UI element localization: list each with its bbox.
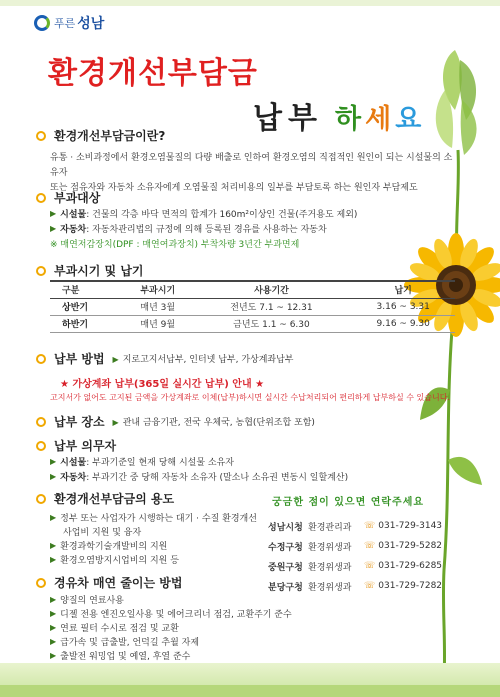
column-header: 구분 [50,281,124,298]
title-line1: 환경개선부담금 [48,56,258,91]
item-text: : 부과기준일 현재 당해 시설물 소유자 [86,458,234,468]
item-text: 급가속 및 급출발, 언덕길 추월 자제 [60,638,200,648]
table-cell: 전년도 7.1 ~ 12.31 [192,298,352,315]
section-title: 부과대상 [54,191,101,205]
section-diesel-heading [36,574,182,591]
triangle-bullet-icon: ▶ [50,595,57,604]
virtual-account-notice: ★ 가상계좌 납부(365일 실시간 납부) 안내 ★ [60,379,265,390]
title-char: 하 [335,104,366,135]
contact-office: 분당구청 [268,582,303,593]
ring-bullet-icon [36,131,46,141]
triangle-bullet-icon: ▶ [50,224,57,233]
brand-prefix: 푸른 [54,17,76,30]
bottom-band-dark [0,685,500,697]
section-title: 납부 방법 [54,352,105,366]
method-text: 지로고지서납부, 인터넷 납부, 가상계좌납부 [122,355,294,365]
usage-item [50,539,167,552]
item-text: 디젤 전용 엔진오일사용 및 에어크리너 점검, 교환주기 준수 [60,610,292,620]
contact-row [268,556,458,576]
diesel-item [50,593,124,606]
phone-icon: ☏ [364,521,376,531]
table-cell: 3.16 ~ 3.31 [351,298,455,315]
section-title: 환경개선부담금이란? [54,129,166,143]
triangle-bullet-icon: ▶ [112,418,119,427]
triangle-bullet-icon: ▶ [50,609,57,618]
section-intro-heading [36,127,165,144]
item-label: 시설물 [60,458,87,468]
ring-bullet-icon [36,494,46,504]
table-cell: 하반기 [50,315,124,332]
item-text: 환경오염방지시업비의 지원 등 [60,556,179,566]
diesel-item [50,635,199,648]
method-text-wrap [113,352,294,365]
title-line2: 납부 [253,101,323,136]
usage-item [50,511,257,524]
title-char: 요 [395,104,426,135]
contact-row [268,576,458,596]
duty-item [50,455,234,468]
top-stripe [0,0,500,6]
brand-logo [34,13,104,33]
item-text: : 부과기간 중 당해 자동차 소유자 (말소나 소유권 변동시 일할계산) [86,473,349,483]
triangle-bullet-icon: ▶ [50,513,57,522]
table-cell: 매년 3월 [124,298,192,315]
diesel-item [50,649,190,662]
brand-name: 성남 [77,16,105,32]
place-text-wrap [113,415,315,428]
place-text: 관내 금융기관, 전국 우체국, 농협(단위조합 포함) [122,418,315,428]
table-header-row [50,281,455,298]
contact-phone: 031-729-3143 [378,521,443,531]
brand-e-icon [34,15,50,31]
triangle-bullet-icon: ▶ [50,637,57,646]
target-note: ※ 매연저감장치(DPF : 매연여과장치) 부착차량 3년간 부과면제 [50,240,300,250]
section-title: 경유차 매연 줄이는 방법 [54,576,183,590]
column-header: 부과시기 [124,281,192,298]
target-item [50,207,357,220]
triangle-bullet-icon: ▶ [112,355,119,364]
item-label: 자동차 [60,473,87,483]
item-label: 자동차 [60,225,87,235]
item-text: : 자동차관리법의 규정에 의해 등록된 경유를 사용하는 자동차 [86,225,327,235]
column-header: 사용기간 [192,281,352,298]
section-place-heading [36,413,315,430]
phone-icon: ☏ [364,561,376,571]
table-cell: 금년도 1.1 ~ 6.30 [192,315,352,332]
triangle-bullet-icon: ▶ [50,457,57,466]
triangle-bullet-icon: ▶ [50,651,57,660]
ring-bullet-icon [36,578,46,588]
ring-bullet-icon [36,266,46,276]
contact-dept: 환경위생과 [308,562,352,573]
table-cell: 매년 9월 [124,315,192,332]
section-timing-heading [36,262,144,279]
triangle-bullet-icon: ▶ [50,209,57,218]
duty-item [50,470,348,483]
contact-dept: 환경위생과 [308,582,352,593]
item-text: 양질의 연료사용 [60,596,124,606]
contact-office: 수정구청 [268,542,303,553]
contact-dept: 환경관리과 [308,522,352,533]
phone-icon: ☏ [364,581,376,591]
intro-line: 또는 점유자와 자동차 소유자에게 오염물질 처리비용의 일부를 부담토록 하는 원인자 부담제도 [50,183,418,193]
ring-bullet-icon [36,441,46,451]
section-title: 납부 장소 [54,415,105,429]
item-text: 출발전 워밍업 및 예열, 후열 준수 [60,652,191,662]
contact-box [268,493,458,596]
target-item [50,222,327,235]
intro-text [50,151,460,196]
timing-table [50,280,455,333]
section-method-heading [36,350,294,367]
triangle-bullet-icon: ▶ [50,472,57,481]
contact-title: 궁금한 점이 있으면 연락주세요 [272,497,425,508]
section-title: 부과시기 및 납기 [54,264,144,278]
section-title: 환경개선부담금의 용도 [54,492,175,506]
virtual-account-detail: 고지서가 없어도 고지된 금액을 가상계좌로 이체(납부)하시면 실시간 수납처리되어 편리하게 납부하실 수 있습니다. [50,393,450,402]
table-cell: 9.16 ~ 9.30 [351,315,455,332]
item-text: 정부 또는 사업자가 시행하는 대기 · 수질 환경개선 [60,514,257,524]
usage-item [50,553,179,566]
contact-phone: 031-729-5282 [378,541,443,551]
ring-bullet-icon [36,193,46,203]
item-text: 환경과학기술개발비의 지원 [60,542,168,552]
section-target-heading [36,189,100,206]
item-text: 사업비 지원 및 융자 [63,528,142,538]
item-text: 연료 필터 수시로 점검 및 교환 [60,624,179,634]
title-char: 세 [365,104,396,135]
table-cell: 상반기 [50,298,124,315]
item-label: 시설물 [60,210,87,220]
contact-phone: 031-729-7282 [378,581,443,591]
contact-row [268,536,458,556]
contact-dept: 환경위생과 [308,542,352,553]
ring-bullet-icon [36,417,46,427]
contact-row [268,516,458,536]
contact-office: 중원구청 [268,562,303,573]
triangle-bullet-icon: ▶ [50,623,57,632]
section-title: 납부 의무자 [54,439,117,453]
table-row [50,315,455,332]
contact-phone: 031-729-6285 [378,561,443,571]
triangle-bullet-icon: ▶ [50,555,57,564]
contact-office: 성남시청 [268,522,303,533]
diesel-item [50,607,292,620]
item-text: : 건물의 각층 바닥 면적의 합계가 160m²이상인 건물(주거용도 제외) [86,210,358,220]
section-duty-heading [36,437,116,454]
phone-icon: ☏ [364,541,376,551]
usage-item-continued [63,525,141,538]
column-header: 납기 [351,281,455,298]
table-row [50,298,455,315]
triangle-bullet-icon: ▶ [50,541,57,550]
section-usage-heading [36,490,174,507]
ring-bullet-icon [36,354,46,364]
diesel-item [50,621,179,634]
intro-line: 유통 · 소비과정에서 환경오염물질의 다량 배출로 인하여 환경오염의 직접적인 원인이 되는 시설물의 소유자 [50,153,453,178]
